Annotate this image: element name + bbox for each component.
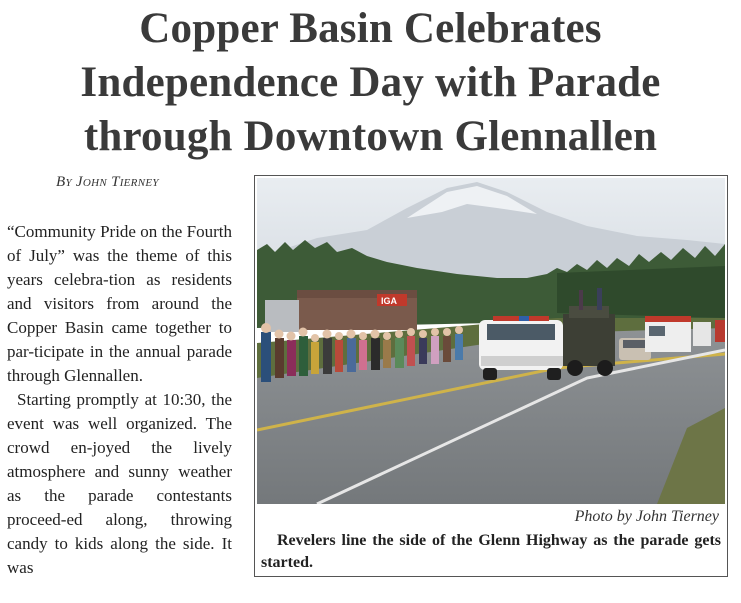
byline: By John Tierney	[56, 174, 159, 190]
paragraph-1: “Community Pride on the Fourth of July” was the theme of this years celebra-tion as residents and visitors from around the Copper Basin came together to par-ticipate in the annual parade through Glennallen.	[7, 222, 232, 385]
headline-line-3: through Downtown Glennallen	[83, 113, 658, 160]
headline-line-2: Independence Day with Parade	[80, 59, 661, 106]
paragraph-2: Starting promptly at 10:30, the event was well organized. The crowd en-joyed the lively atmosphere and sunny weather as the parade contestants proceed-ed along, throwing candy to kids along the side. It was	[7, 390, 232, 577]
article-body	[7, 220, 232, 580]
store-sign: IGA	[381, 296, 398, 306]
photo-credit: Photo by John Tierney	[574, 508, 719, 525]
headline	[0, 2, 741, 164]
parade-photo-image	[257, 178, 725, 504]
headline-line-1: Copper Basin Celebrates	[139, 5, 602, 52]
photo-caption: Revelers line the side of the Glenn Highway as the parade gets started.	[261, 532, 721, 571]
parade-photo	[257, 178, 725, 504]
photo-figure	[254, 175, 728, 577]
